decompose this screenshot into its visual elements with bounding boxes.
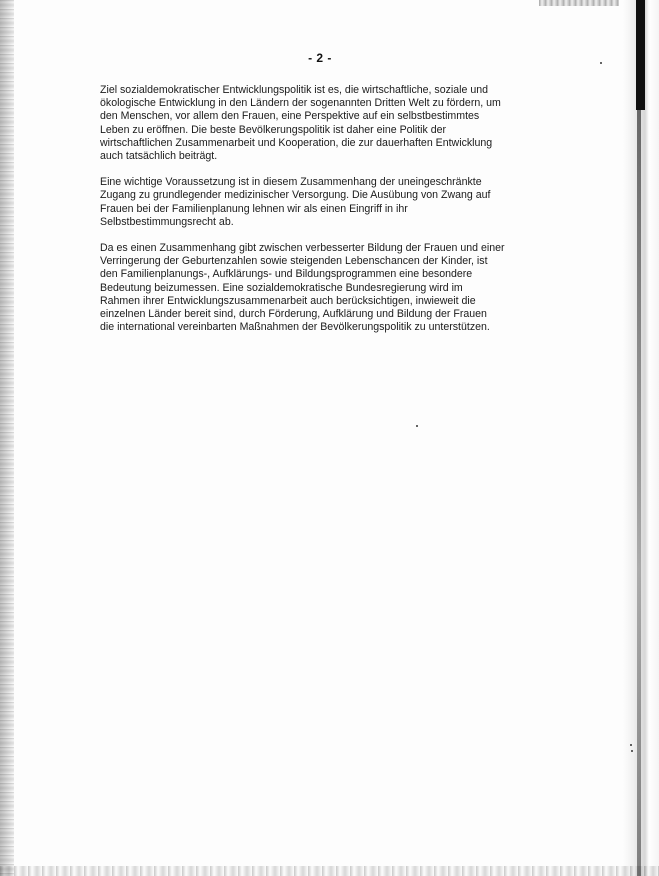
text-line: Leben zu eröffnen. Die beste Bevölkerungspolitik ist daher eine Politik der <box>100 123 447 136</box>
text-line: Zugang zu grundlegender medizinischer Versorgung. Die Ausübung von Zwang auf <box>100 189 491 202</box>
text-line: Bedeutung beizumessen. Eine sozialdemokratische Bundesregierung wird im <box>100 281 463 294</box>
text-line: Selbstbestimmungsrecht ab. <box>100 215 234 228</box>
text-line: auch tatsächlich beiträgt. <box>100 150 218 163</box>
paragraph <box>100 84 540 163</box>
text-line: Ziel sozialdemokratischer Entwicklungspolitik ist es, die wirtschaftliche, soziale und <box>100 84 489 96</box>
scan-speck <box>416 425 418 427</box>
text-line: Rahmen ihrer Entwicklungszusammenarbeit auch berücksichtigen, inwieweit die <box>100 294 476 307</box>
text-line: die international vereinbarten Maßnahmen der Bevölkerungspolitik zu unterstützen. <box>100 321 490 334</box>
paragraph <box>100 242 540 334</box>
text-line: den Familienplanungs-, Aufklärungs- und Bildungsprogrammen eine besondere <box>100 268 473 281</box>
text-line: ökologische Entwicklung in den Ländern der sogenannten Dritten Welt zu fördern, um <box>100 97 501 110</box>
scan-right-edge <box>623 0 659 876</box>
scan-speck <box>600 62 602 64</box>
scan-right-dark-bar <box>636 0 645 110</box>
text-line: Eine wichtige Voraussetzung ist in diesem Zusammenhang der uneingeschränkte <box>100 176 482 189</box>
body-text <box>100 84 540 347</box>
paragraph <box>100 176 540 229</box>
text-line: Da es einen Zusammenhang gibt zwischen verbesserter Bildung der Frauen und einer <box>100 242 505 255</box>
scan-left-edge <box>0 0 14 876</box>
text-line: Frauen bei der Familienplanung lehnen wir als einen Eingriff in ihr <box>100 202 408 215</box>
page-number: - 2 - <box>308 51 332 65</box>
text-line: einzelnen Länder bereit sind, durch Förderung, Aufklärung und Bildung der Frauen <box>100 308 487 321</box>
scan-speck <box>630 744 632 746</box>
text-line: wirtschaftlichen Zusammenarbeit und Kooperation, die zur dauerhaften Entwicklung <box>100 136 493 149</box>
scan-right-shadow <box>637 110 641 876</box>
scan-speck <box>631 750 633 752</box>
text-line: Verringerung der Geburtenzahlen sowie steigenden Lebenschancen der Kinder, ist <box>100 255 488 268</box>
scan-bottom-edge <box>0 866 659 876</box>
scan-top-edge <box>539 0 619 6</box>
text-line: den Menschen, vor allem den Frauen, eine Perspektive auf ein selbstbestimmtes <box>100 110 480 123</box>
